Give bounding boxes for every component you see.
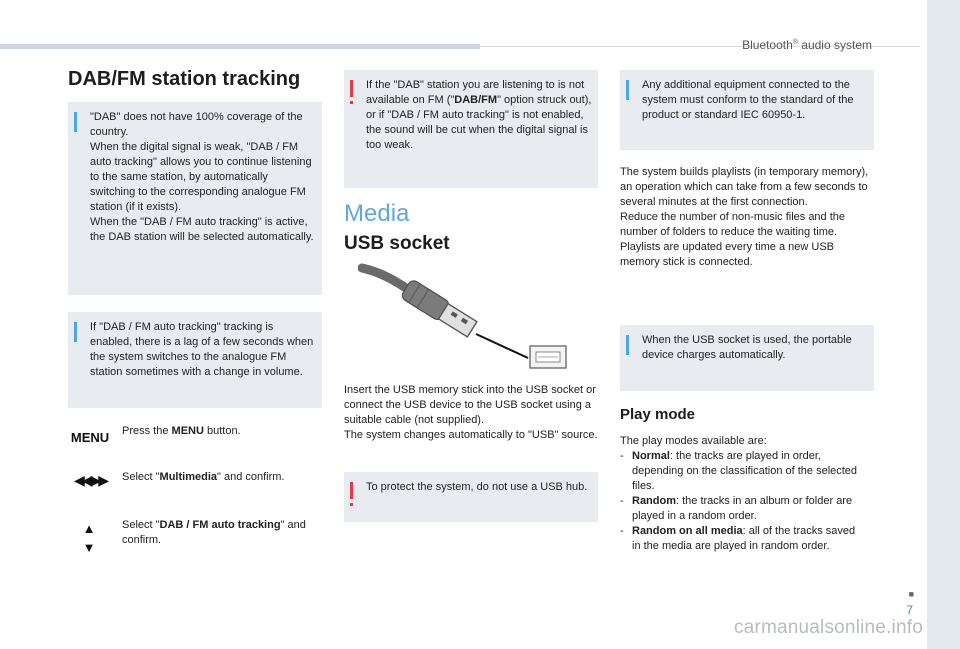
info-bar-icon [626, 80, 629, 100]
chapter-title-media: Media [344, 200, 410, 227]
info-box-dab-coverage [68, 102, 322, 295]
play-mode-list [620, 449, 860, 554]
info-box-text: When the USB socket is used, the portable device charges automatically. [642, 334, 852, 361]
section-title-usb-socket: USB socket [344, 233, 450, 254]
page-edge-strip [927, 0, 960, 649]
warning-box-text: To protect the system, do not use a USB hub. [366, 481, 588, 493]
info-bar-icon [74, 322, 77, 342]
playlist-info: The system builds playlists (in temporary memory), an operation which can take from a few seconds to several minutes at the first connection. Reduce the number of non-music files and the number of folders to reduce the waiting time. Playlists are updated every time a new USB memory stick is connected. [620, 166, 869, 268]
up-down-arrows-icon: ▲ ▼ [82, 521, 96, 555]
step-press-menu: Press the MENU button. [122, 425, 241, 437]
info-box-usb-charging [620, 325, 874, 391]
list-item: - Random on all media: all of the tracks saved in the media are played in random order. [620, 525, 856, 552]
header-rule [0, 44, 480, 49]
warning-box-text: If the "DAB" station you are listening to is not available on FM ("DAB/FM" option struck out), or if "DAB / FM auto tracking" is not enabled, the sound will be cut when the digital signal is too weak. [366, 79, 592, 151]
info-box-equipment-standard [620, 70, 874, 150]
list-item: - Normal: the tracks are played in order, depending on the classification of the selected files. [620, 450, 858, 492]
usb-instructions: Insert the USB memory stick into the USB socket or connect the USB device to the USB socket using a suitable cable (not supplied). The system changes automatically to "USB" source. [344, 384, 598, 441]
page-number: 7 [906, 603, 913, 617]
step-select-dab-tracking: Select "DAB / FM auto tracking" and confirm. [122, 519, 306, 546]
page-header-title: Bluetooth® audio system [742, 38, 872, 52]
info-box-text: If "DAB / FM auto tracking" tracking is enabled, there is a lag of a few seconds when the system switches to the analogue FM station sometimes with a change in volume. [90, 321, 314, 378]
warning-box-signal-cut [344, 70, 598, 188]
warning-exclamation-icon [350, 80, 353, 97]
usb-plug-illustration [358, 262, 570, 372]
section-title-dab-fm: DAB/FM station tracking [68, 68, 301, 90]
info-box-tracking-lag [68, 312, 322, 408]
step-select-multimedia: Select "Multimedia" and confirm. [122, 471, 285, 483]
play-mode-intro: The play modes available are: [620, 435, 767, 447]
list-item: - Random: the tracks in an album or folder are played in a random order. [620, 495, 853, 522]
watermark: carmanualsonline.info [733, 617, 923, 638]
info-box-text: Any additional equipment connected to the system must conform to the standard of the product or standard IEC 60950-1. [642, 79, 854, 121]
info-bar-icon [74, 112, 77, 132]
left-right-arrows-icon: ◀◀ ▶▶ [74, 472, 106, 488]
info-box-text: "DAB" does not have 100% coverage of the country. When the digital signal is weak, "DAB / FM auto tracking" allows you to continue listening to the same station, by automatically switching to the corresponding analogue FM station (if it exists). When the "DAB / FM auto tracking" is active, the DAB station will be selected automatically. [90, 111, 314, 243]
section-title-play-mode: Play mode [620, 406, 696, 423]
warning-exclamation-icon [350, 482, 353, 499]
page-end-marker: ■ [908, 589, 914, 599]
warning-box-usb-hub [344, 472, 598, 522]
info-bar-icon [626, 335, 629, 355]
menu-button-icon: MENU [70, 430, 110, 445]
